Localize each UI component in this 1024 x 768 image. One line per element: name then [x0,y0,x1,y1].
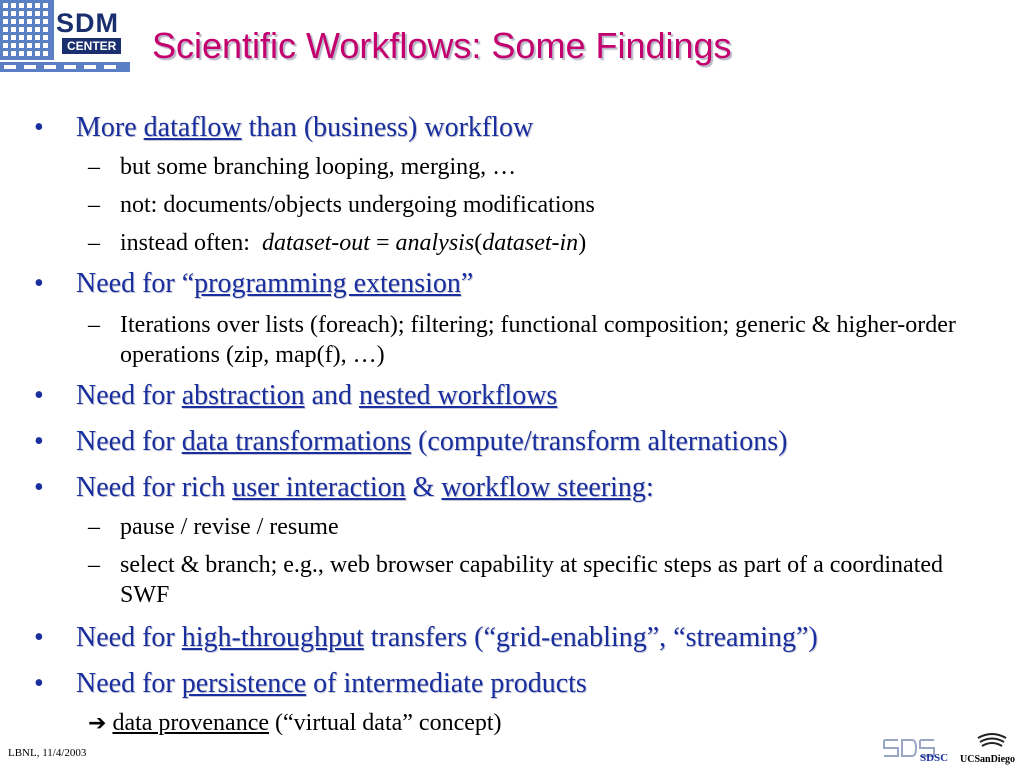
link-abstraction[interactable]: abstraction [181,380,305,411]
sdm-center-logo [0,0,132,76]
bullet-3-text: Need for abstraction and nested workflows [76,380,558,411]
bullet-marker: • [34,268,44,299]
sdsc-label: SDSC [920,752,949,764]
link-data-transformations[interactable]: data transformations [181,426,412,457]
bullet-marker: • [34,622,44,653]
bullet-7-text: Need for persistence of intermediate products [76,668,587,699]
bullet-marker: • [34,112,44,143]
bullet-marker: • [34,472,44,503]
slide-title: Scientific Workflows: Some Findings [152,25,732,66]
bullet-marker: • [34,426,44,457]
bullet-1-text: More dataflow than (business) workflow [76,112,534,143]
ucsd-label: UCSanDiego [960,754,1016,765]
bullet-marker: • [34,668,44,699]
bullet-4-text: Need for data transformations (compute/transform alternations) [76,426,788,457]
ucsd-logo-icon [972,730,1012,752]
link-workflow-steering[interactable]: workflow steering [441,472,646,503]
bullet-6-text: Need for high-throughput transfers (“grid-enabling”, “streaming”) [76,622,818,653]
link-nested-workflows[interactable]: nested workflows [359,380,558,411]
link-user-interaction[interactable]: user interaction [232,472,406,503]
bullet-5-text: Need for rich user interaction & workflow steering: [76,472,654,503]
logo-center: CENTER [62,38,121,54]
link-persistence[interactable]: persistence [181,668,307,699]
logo-sdm: SDM [56,8,119,38]
footer-logos [880,730,1020,766]
right-arrow-icon: ➔ [88,711,107,736]
footer-date: LBNL, 11/4/2003 [8,747,87,759]
link-data-provenance[interactable]: data provenance [112,710,270,736]
logo-text [56,10,128,60]
bullet-marker: • [34,380,44,411]
link-dataflow[interactable]: dataflow [143,112,242,143]
link-programming-extension[interactable]: programming extension [194,268,461,299]
bullet-2-text: Need for “programming extension” [76,268,474,299]
link-high-throughput[interactable]: high-throughput [181,622,364,653]
